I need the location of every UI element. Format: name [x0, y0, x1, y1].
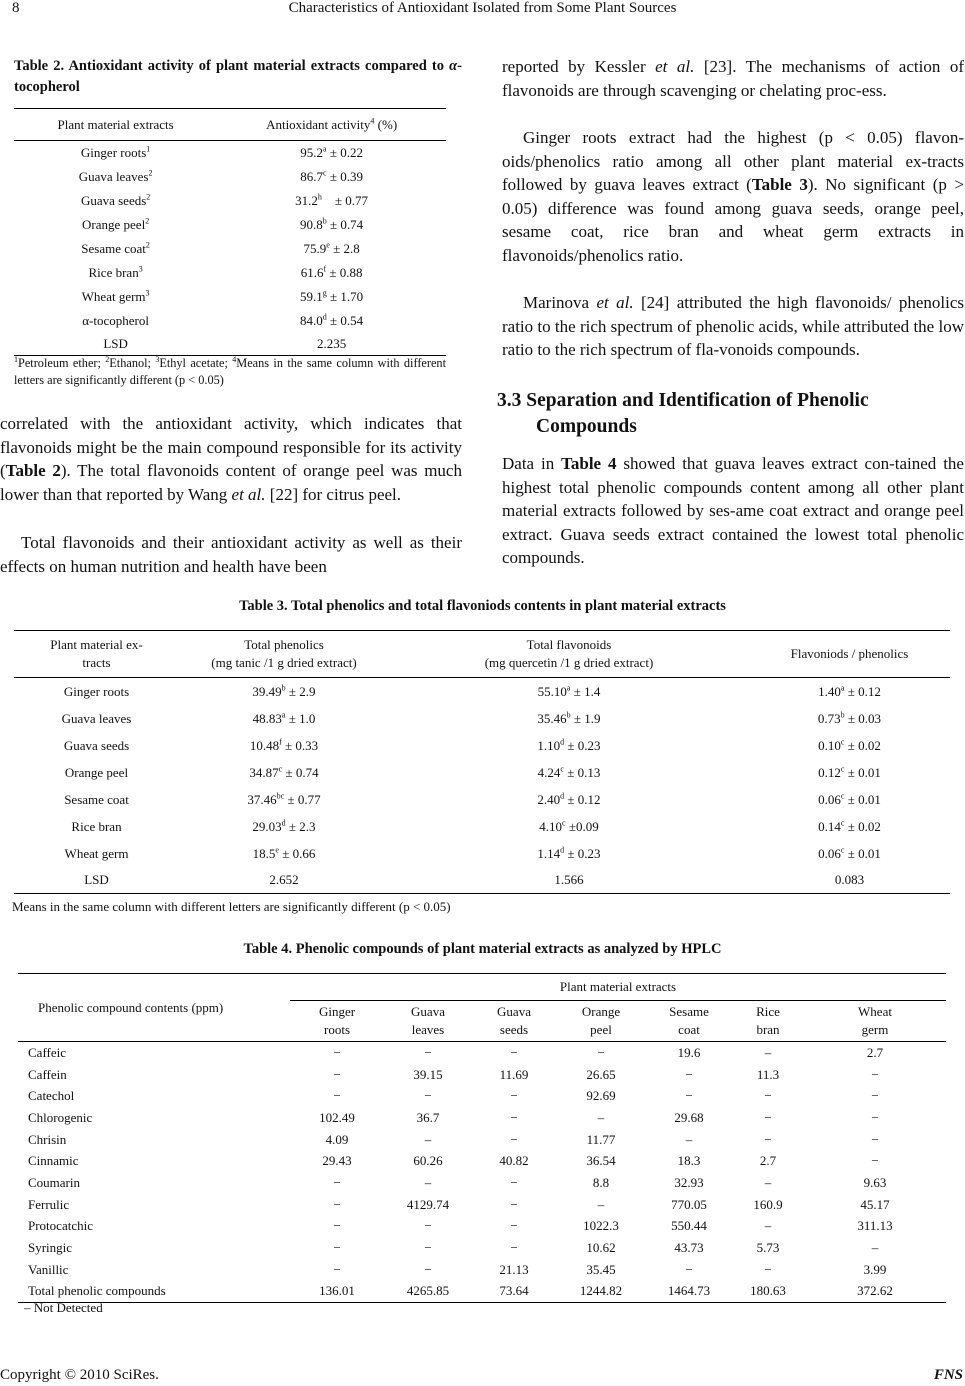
- table3-flavonoids: 1.10$^d$ ± 0.23: [537, 737, 601, 753]
- table4-group-header: Plant material extracts: [290, 974, 946, 1001]
- table4-value: −: [333, 1240, 341, 1256]
- table3-ratio: 0.14$^c$ ± 0.02: [818, 818, 881, 834]
- table4-value: −: [333, 1174, 341, 1190]
- table-row: [14, 237, 446, 261]
- table4-value: −: [597, 1044, 605, 1060]
- table4-value: 19.6: [677, 1044, 701, 1060]
- table3-phenolics: 10.48$^f$ ± 0.33: [249, 737, 319, 753]
- table4-value: –: [597, 1109, 605, 1125]
- table-row: [14, 285, 446, 309]
- table4-value: 11.77: [586, 1131, 616, 1147]
- right-paragraph-4: Data in Table 4 showed that guava leaves extract con-tained the highest total phenolic compounds content among all other plant material extracts followed by ses-ame coat extract and orange peel extract. Guava seeds extract contained the lowest total phenolic compounds.: [502, 454, 964, 567]
- table-row: [14, 333, 446, 356]
- table4-value: −: [510, 1109, 518, 1125]
- table3-extract-name: Sesame coat: [64, 791, 129, 807]
- table4-value: −: [333, 1218, 341, 1234]
- table4-value: 2.7: [759, 1153, 777, 1169]
- table-row: [14, 165, 446, 189]
- table-row: [14, 840, 950, 867]
- table3-flavonoids: 35.46$^b$ ± 1.9: [537, 710, 601, 726]
- table4-compound-name: Chlorogenic: [28, 1109, 93, 1125]
- table2-extract-name: Orange peel$^2$: [82, 216, 150, 232]
- table4-col-header: Orange peel: [556, 1001, 646, 1042]
- table4-compound-name: Total phenolic compounds: [18, 1281, 290, 1303]
- table4-compound-name: Protocatchic: [28, 1218, 93, 1234]
- table4-compound-name: Catechol: [28, 1088, 75, 1104]
- table2-extract-name: LSD: [14, 333, 217, 356]
- table3-flavonoids: 55.10$^a$ ± 1.4: [537, 683, 601, 699]
- table4-value: −: [871, 1153, 879, 1169]
- table3-phenolics: 29.03$^d$ ± 2.3: [252, 818, 316, 834]
- table4-value: 60.26: [413, 1153, 443, 1169]
- table4-value: −: [685, 1066, 693, 1082]
- table2-extract-name: Rice bran$^3$: [88, 264, 143, 280]
- table2-extract-name: Wheat germ$^3$: [81, 288, 150, 304]
- table4-value: −: [685, 1261, 693, 1277]
- table3-flavonoids: 2.40$^d$ ± 0.12: [537, 791, 601, 807]
- table4-value: 102.49: [319, 1109, 355, 1125]
- table4-value: 372.62: [804, 1281, 946, 1303]
- table3-ratio: 0.06$^c$ ± 0.01: [818, 791, 881, 807]
- table4-value: 1022.3: [583, 1218, 619, 1234]
- table3-extract-name: LSD: [14, 867, 179, 894]
- table-row: [14, 213, 446, 237]
- table4-value: 2.7: [866, 1044, 884, 1060]
- table3-extract-name: Orange peel: [64, 764, 129, 780]
- table4-value: −: [424, 1218, 432, 1234]
- table4-value: 36.7: [416, 1109, 440, 1125]
- table2-activity-value: 86.7$^c$ ± 0.39: [300, 168, 363, 184]
- table3-extract-name: Wheat germ: [64, 845, 129, 861]
- table3-flavonoids: 4.24$^c$ ± 0.13: [537, 764, 601, 780]
- table4-value: 160.9: [753, 1196, 783, 1212]
- right-paragraph-3: Marinova et al. [24] attributed the high flavonoids/ phenolics ratio to the rich spectrum of phenolic acids, while attributed the low ratio to the rich spectrum of fla-vonoids compounds.: [502, 293, 964, 359]
- table2-extract-name: Guava leaves$^2$: [78, 168, 153, 184]
- table4-value: −: [424, 1044, 432, 1060]
- table4-compound-name: Caffeic: [28, 1044, 67, 1060]
- table3-ratio: 0.06$^c$ ± 0.01: [818, 845, 881, 861]
- table3-extract-name: Rice bran: [71, 818, 122, 834]
- left-paragraph-1: correlated with the antioxidant activity, which indicates that flavonoids might be the main compound responsible for its activity (Table 2). The total flavonoids content of orange peel was much lower than that reported by Wang et al. [22] for citrus peel.: [0, 414, 462, 504]
- table4-value: 770.05: [671, 1196, 707, 1212]
- table3-phenolics: 34.87$^c$ ± 0.74: [249, 764, 319, 780]
- table3-ratio: 0.73$^b$ ± 0.03: [817, 710, 882, 726]
- table2-activity-value: 84.0$^d$ ± 0.54: [300, 312, 364, 328]
- table4-value: −: [764, 1131, 772, 1147]
- table3-flavonoids: 4.10$^c$ ±0.09: [539, 818, 599, 834]
- table-row: [14, 309, 446, 333]
- table4-value: 18.3: [677, 1153, 701, 1169]
- table4-value: 26.65: [586, 1066, 616, 1082]
- copyright: Copyright © 2010 SciRes.: [0, 1367, 159, 1383]
- table4-value: 35.45: [586, 1261, 616, 1277]
- table2-footnote: $^1$Petroleum ether; $^2$Ethanol; $^3$Ethyl acetate; $^4$Means in the same column with different letters are significantly different (p < 0.05): [14, 354, 446, 387]
- table3-header-2: Total flavonoids (mg quercetin /1 g dried extract): [389, 631, 749, 678]
- table-row: [18, 1129, 946, 1151]
- page-number: 8: [12, 0, 20, 16]
- table2-activity-value: 31.2$^h$ ± 0.77: [295, 192, 369, 208]
- table4-value: −: [510, 1240, 518, 1256]
- table4-value: −: [333, 1088, 341, 1104]
- table-row: [18, 1085, 946, 1107]
- table3: [14, 630, 950, 894]
- table4-col-header: Guava seeds: [472, 1001, 556, 1042]
- table-row: [14, 678, 950, 706]
- table4-value: 36.54: [586, 1153, 616, 1169]
- table2-extract-name: Ginger roots$^1$: [80, 144, 151, 160]
- table3-flavonoids: 1.566: [389, 867, 749, 894]
- table-row: [18, 1064, 946, 1086]
- table4-value: −: [685, 1088, 693, 1104]
- table4-col-header: Wheat germ: [804, 1001, 946, 1042]
- table4-value: 1244.82: [556, 1281, 646, 1303]
- table4-value: 11.69: [499, 1066, 529, 1082]
- table-row: [18, 1150, 946, 1172]
- table-row: [18, 1042, 946, 1064]
- table4-value: 29.43: [322, 1153, 352, 1169]
- table2-activity-value: 59.1$^g$ ± 1.70: [300, 288, 364, 304]
- table-row: [18, 1216, 946, 1238]
- table4-value: 73.64: [472, 1281, 556, 1303]
- table4-value: −: [333, 1261, 341, 1277]
- table4-value: 4129.74: [406, 1196, 450, 1212]
- table-row: [18, 1107, 946, 1129]
- table3-ratio: 0.10$^c$ ± 0.02: [818, 737, 881, 753]
- table2: [14, 108, 446, 356]
- table4-col-header: Guava leaves: [384, 1001, 472, 1042]
- table2-caption: Table 2. Antioxidant activity of plant material extracts compared to α-tocopherol: [14, 58, 462, 95]
- table-row: [14, 732, 950, 759]
- table4-value: 45.17: [860, 1196, 890, 1212]
- table-row: [14, 759, 950, 786]
- table4-compound-name: Coumarin: [28, 1174, 80, 1190]
- table-row: [18, 1237, 946, 1259]
- table4-footnote: – Not Detected: [24, 1300, 103, 1315]
- journal-abbrev: FNS: [933, 1367, 963, 1383]
- table4-value: 550.44: [671, 1218, 707, 1234]
- table2-activity-value: 61.6$^f$ ± 0.88: [300, 264, 363, 280]
- table4-value: −: [333, 1044, 341, 1060]
- table4-value: –: [764, 1174, 772, 1190]
- table4-row-header: Phenolic compound contents (ppm): [18, 974, 290, 1042]
- table4-value: 11.3: [756, 1066, 780, 1082]
- table4-value: −: [510, 1196, 518, 1212]
- table-row: [14, 786, 950, 813]
- table4-value: −: [333, 1196, 341, 1212]
- table4-col-header: Rice bran: [732, 1001, 804, 1042]
- table3-ratio: 0.12$^c$ ± 0.01: [818, 764, 881, 780]
- table4-value: –: [597, 1196, 605, 1212]
- table3-phenolics: 48.83$^a$ ± 1.0: [252, 710, 316, 726]
- table4-col-header: Ginger roots: [290, 1001, 384, 1042]
- table4-value: −: [333, 1066, 341, 1082]
- table-row: [14, 867, 950, 894]
- table2-activity-value: 2.235: [217, 333, 446, 356]
- table4-value: 39.15: [413, 1066, 443, 1082]
- table4-value: 32.93: [674, 1174, 704, 1190]
- table4-value: 8.8: [592, 1174, 610, 1190]
- table4-value: −: [764, 1109, 772, 1125]
- table3-header-0: Plant material ex- tracts: [14, 631, 179, 678]
- right-paragraph-2: Ginger roots extract had the highest (p < 0.05) flavon-oids/phenolics ratio among all other plant material ex-tracts followed by guava leaves extract (Table 3). No significant (p > 0.05) difference was found among guava seeds, orange peel, sesame coat, rice bran and wheat germ extracts in flavonoids/phenolics ratio.: [502, 128, 964, 265]
- table4-value: −: [510, 1044, 518, 1060]
- table4-compound-name: Caffein: [28, 1066, 67, 1082]
- table4-value: 9.63: [863, 1174, 887, 1190]
- right-paragraph-1: reported by Kessler et al. [23]. The mechanisms of action of flavonoids are through scavenging or chelating proc-ess.: [502, 57, 965, 100]
- table4-value: 136.01: [290, 1281, 384, 1303]
- table4-value: −: [424, 1088, 432, 1104]
- table4-value: 1464.73: [646, 1281, 732, 1303]
- table4-value: −: [871, 1131, 879, 1147]
- table4-value: –: [764, 1218, 772, 1234]
- table-row: [14, 189, 446, 213]
- table4-value: 92.69: [586, 1088, 616, 1104]
- table4-value: 40.82: [499, 1153, 529, 1169]
- table4-value: 3.99: [863, 1261, 887, 1277]
- table3-phenolics: 37.46$^{bc}$ ± 0.77: [247, 791, 321, 807]
- table3-footnote: Means in the same column with different letters are significantly different (p < 0.05): [12, 899, 451, 914]
- table4: [18, 973, 946, 1303]
- table4-compound-name: Chrisin: [28, 1131, 67, 1147]
- table3-extract-name: Ginger roots: [63, 683, 130, 699]
- table3-header-1: Total phenolics (mg tanic /1 g dried extract): [179, 631, 389, 678]
- table-row: [18, 1281, 946, 1303]
- left-paragraph-2: Total flavonoids and their antioxidant activity as well as their effects on human nutrition and health have been: [0, 533, 462, 576]
- table-row: [14, 705, 950, 732]
- table3-ratio: 1.40$^a$ ± 0.12: [818, 683, 881, 699]
- table2-extract-name: Guava seeds$^2$: [80, 192, 151, 208]
- table4-value: 5.73: [756, 1240, 780, 1256]
- table4-value: –: [424, 1174, 432, 1190]
- table3-header-3: Flavoniods / phenolics: [749, 631, 950, 678]
- table4-value: −: [510, 1088, 518, 1104]
- table2-extract-name: α-tocopherol: [82, 313, 149, 328]
- table4-value: −: [510, 1131, 518, 1147]
- table4-value: –: [685, 1131, 693, 1147]
- table3-caption: Table 3. Total phenolics and total flavoniods contents in plant material extracts: [239, 598, 726, 614]
- table4-compound-name: Cinnamic: [28, 1153, 79, 1169]
- table4-value: 4.09: [325, 1131, 349, 1147]
- table4-value: 29.68: [674, 1109, 704, 1125]
- table-row: [14, 141, 446, 166]
- table4-compound-name: Ferrulic: [28, 1196, 70, 1212]
- table-row: [18, 1259, 946, 1281]
- table4-value: −: [871, 1109, 879, 1125]
- table4-compound-name: Syringic: [28, 1240, 73, 1256]
- table3-extract-name: Guava seeds: [63, 737, 130, 753]
- table2-extract-name: Sesame coat$^2$: [81, 240, 150, 256]
- table4-value: −: [510, 1174, 518, 1190]
- table4-value: −: [871, 1066, 879, 1082]
- table4-compound-name: Vanillic: [28, 1261, 69, 1277]
- table4-value: –: [424, 1131, 432, 1147]
- table4-value: 10.62: [586, 1240, 616, 1256]
- table4-value: −: [764, 1088, 772, 1104]
- table4-value: 180.63: [732, 1281, 804, 1303]
- table4-value: −: [424, 1240, 432, 1256]
- table4-value: −: [510, 1218, 518, 1234]
- table4-value: −: [424, 1261, 432, 1277]
- table3-phenolics: 39.49$^b$ ± 2.9: [252, 683, 316, 699]
- table2-header-extracts: Plant material extracts: [14, 109, 217, 141]
- table-row: [14, 261, 446, 285]
- table3-flavonoids: 1.14$^d$ ± 0.23: [537, 845, 601, 861]
- table2-activity-value: 95.2$^a$ ± 0.22: [300, 144, 363, 160]
- table3-phenolics: 2.652: [179, 867, 389, 894]
- table4-value: –: [764, 1044, 772, 1060]
- section-heading: 3.3 Separation and Identification of Phenolic Compounds: [497, 390, 869, 437]
- table4-value: −: [764, 1261, 772, 1277]
- table2-activity-value: 90.8$^b$ ± 0.74: [300, 216, 364, 232]
- table2-header-activity: Antioxidant activity$^4$ (%): [217, 109, 446, 141]
- table4-value: 311.13: [857, 1218, 893, 1234]
- table4-value: 43.73: [674, 1240, 704, 1256]
- table4-value: −: [871, 1088, 879, 1104]
- table4-col-header: Sesame coat: [646, 1001, 732, 1042]
- table-row: [18, 1172, 946, 1194]
- table3-phenolics: 18.5$^e$ ± 0.66: [252, 845, 316, 861]
- running-title: Characteristics of Antioxidant Isolated from Some Plant Sources: [288, 0, 677, 16]
- table4-value: 4265.85: [384, 1281, 472, 1303]
- table-row: [18, 1194, 946, 1216]
- table3-ratio: 0.083: [749, 867, 950, 894]
- table4-value: 21.13: [499, 1261, 529, 1277]
- table4-caption: Table 4. Phenolic compounds of plant material extracts as analyzed by HPLC: [243, 941, 722, 957]
- table4-value: –: [871, 1240, 879, 1256]
- table2-activity-value: 75.9$^e$ ± 2.8: [303, 240, 360, 256]
- table-row: [14, 813, 950, 840]
- table3-extract-name: Guava leaves: [61, 710, 132, 726]
